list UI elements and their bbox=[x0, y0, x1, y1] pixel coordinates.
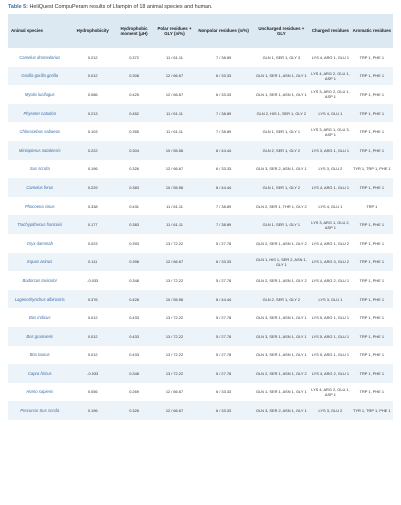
nonpolar-residues-cell: 7 / 38.89 bbox=[216, 110, 232, 116]
species-cell: Lagenorhynchus albirostris bbox=[14, 296, 65, 302]
hydrophobicity-cell: -0.033 bbox=[87, 370, 99, 376]
charged-residues-cell: LYS 4, ARG 2, GLU 1, ASP 1 bbox=[311, 70, 350, 81]
hydrophobic-moment-cell: 0.428 bbox=[129, 296, 139, 302]
column-header: Aromatic residues bbox=[352, 28, 391, 34]
polar-residues-cell: 11 / 61.11 bbox=[166, 110, 183, 116]
nonpolar-residues-cell: 5 / 27.78 bbox=[216, 277, 232, 283]
aromatic-residues-cell: TRP 1, PHE 1 bbox=[359, 370, 384, 376]
hydrophobic-moment-cell: 0.433 bbox=[129, 352, 139, 358]
column-header: Nonpolar residues (n/%) bbox=[198, 28, 249, 34]
hydrophobic-moment-cell: 0.383 bbox=[129, 184, 139, 190]
species-cell: Oryx dammah bbox=[26, 240, 53, 246]
uncharged-residues-cell: GLN 2, SER 1, ASN 1, GLY 2 bbox=[255, 370, 307, 376]
species-cell: Capra hircus bbox=[27, 370, 52, 376]
hydrophobic-moment-cell: 0.431 bbox=[129, 203, 139, 209]
column-header: Polar residues + GLY (n/%) bbox=[157, 25, 192, 36]
uncharged-residues-cell: GLN 1, HIS 1, SER 2, ASN 1, GLY 1 bbox=[255, 256, 307, 267]
table-row bbox=[8, 401, 393, 420]
lfampin-results-table bbox=[8, 14, 393, 420]
uncharged-residues-cell: GLN 3, SER 1, ASN 1, GLY 1 bbox=[255, 352, 307, 358]
species-cell: Phocoena sinus bbox=[24, 203, 55, 209]
uncharged-residues-cell: GLN 1, SER 1, GLY 1 bbox=[262, 129, 301, 135]
charged-residues-cell: LYS 4, ARG 2, GLU 1, ASP 1 bbox=[311, 386, 350, 397]
nonpolar-residues-cell: 7 / 38.89 bbox=[216, 222, 232, 228]
species-cell: Camelus dromedarius bbox=[19, 54, 61, 60]
column-header: Hydrophobic moment (μH) bbox=[120, 25, 148, 36]
polar-residues-cell: 13 / 72.22 bbox=[165, 333, 184, 339]
aromatic-residues-cell: TRP 1, PHE 1 bbox=[359, 110, 384, 116]
polar-residues-cell: 12 / 66.67 bbox=[165, 389, 184, 395]
charged-residues-cell: LYS 3, ARG 1, GLU 3, ASP 1 bbox=[311, 126, 350, 137]
charged-residues-cell: LYS 3, ARG 1, GLU 2, ASP 1 bbox=[311, 219, 350, 230]
charged-residues-cell: LYS 3, GLU 1 bbox=[318, 296, 343, 302]
species-cell: Gorilla gorilla gorilla bbox=[21, 73, 59, 79]
species-cell: Homo sapiens bbox=[26, 389, 54, 395]
hydrophobicity-cell: 0.222 bbox=[87, 147, 98, 153]
hydrophobicity-cell: 0.229 bbox=[87, 184, 98, 190]
hydrophobicity-cell: 0.012 bbox=[87, 333, 98, 339]
aromatic-residues-cell: TRP 1, PHE 1 bbox=[359, 91, 384, 97]
nonpolar-residues-cell: 5 / 27.78 bbox=[216, 315, 232, 321]
table-row bbox=[8, 178, 393, 197]
polar-residues-cell: 13 / 72.22 bbox=[165, 315, 184, 321]
hydrophobicity-cell: 0.086 bbox=[87, 91, 98, 97]
species-cell: Trachypithecus francoisi bbox=[17, 222, 63, 228]
charged-residues-cell: LYS 4, ARG 2, GLU 1 bbox=[311, 277, 350, 283]
aromatic-residues-cell: TRP 1, PHE 1 bbox=[359, 389, 384, 395]
hydrophobic-moment-cell: 0.348 bbox=[129, 370, 139, 376]
species-cell: Precursor Sus scrofa bbox=[20, 408, 60, 414]
nonpolar-residues-cell: 6 / 33.33 bbox=[216, 91, 232, 97]
polar-residues-cell: 10 / 55.56 bbox=[165, 296, 184, 302]
species-cell: Bos grunniens bbox=[26, 333, 54, 339]
hydrophobicity-cell: 0.023 bbox=[87, 240, 98, 246]
hydrophobic-moment-cell: 0.452 bbox=[129, 110, 139, 116]
charged-residues-cell: LYS 4, GLU 1 bbox=[318, 110, 343, 116]
aromatic-residues-cell: TRP 1, PHE 1 bbox=[359, 54, 384, 60]
table-caption-label: Table 5: bbox=[8, 4, 28, 10]
table-row bbox=[8, 48, 393, 67]
table-row bbox=[8, 290, 393, 309]
table-row bbox=[8, 327, 393, 346]
nonpolar-residues-cell: 6 / 33.33 bbox=[216, 389, 232, 395]
charged-residues-cell: LYS 3, ARG 1, GLU 1 bbox=[311, 147, 350, 153]
uncharged-residues-cell: GLN 2, SER 1, GLY 2 bbox=[262, 296, 301, 302]
uncharged-residues-cell: GLN 1, SER 1, ASN 1, GLY 1 bbox=[255, 91, 307, 97]
polar-residues-cell: 11 / 61.11 bbox=[166, 222, 183, 228]
nonpolar-residues-cell: 8 / 44.44 bbox=[216, 147, 232, 153]
uncharged-residues-cell: GLN 2, SER 1, ASN 1, GLY 2 bbox=[255, 277, 307, 283]
species-cell: Equus asinus bbox=[27, 259, 53, 265]
polar-residues-cell: 10 / 55.56 bbox=[165, 147, 184, 153]
nonpolar-residues-cell: 5 / 27.78 bbox=[216, 240, 232, 246]
table-row bbox=[8, 346, 393, 365]
charged-residues-cell: LYS 3, GLU 2 bbox=[318, 408, 343, 414]
species-cell: Bos indicus bbox=[29, 315, 51, 321]
uncharged-residues-cell: GLN 3, SER 2, ASN 1, GLY 1 bbox=[255, 408, 307, 414]
species-cell: Camelus ferus bbox=[26, 184, 54, 190]
nonpolar-residues-cell: 6 / 33.33 bbox=[216, 259, 232, 265]
column-header: Hydrophobicity bbox=[76, 28, 109, 34]
table-caption bbox=[8, 4, 393, 11]
nonpolar-residues-cell: 8 / 44.44 bbox=[216, 184, 232, 190]
hydrophobicity-cell: 0.338 bbox=[87, 203, 98, 209]
charged-residues-cell: LYS 5, ARG 1, GLU 1 bbox=[311, 315, 350, 321]
table-row bbox=[8, 197, 393, 216]
polar-residues-cell: 10 / 55.56 bbox=[165, 184, 184, 190]
aromatic-residues-cell: TRP 1, PHE 1 bbox=[359, 296, 384, 302]
aromatic-residues-cell: TRP 1, PHE 1 bbox=[359, 259, 384, 265]
hydrophobicity-cell: 0.177 bbox=[87, 222, 98, 228]
hydrophobic-moment-cell: 0.398 bbox=[129, 259, 139, 265]
column-header: Charged residues bbox=[311, 28, 349, 34]
nonpolar-residues-cell: 5 / 27.78 bbox=[216, 352, 232, 358]
polar-residues-cell: 11 / 61.11 bbox=[166, 129, 183, 135]
hydrophobic-moment-cell: 0.269 bbox=[129, 389, 139, 395]
hydrophobic-moment-cell: 0.372 bbox=[129, 54, 139, 60]
uncharged-residues-cell: GLN 3, SER 1, ASN 1, GLY 1 bbox=[255, 333, 307, 339]
hydrophobicity-cell: -0.033 bbox=[87, 277, 99, 283]
uncharged-residues-cell: GLN 2, SER 1, GLY 2 bbox=[262, 147, 301, 153]
nonpolar-residues-cell: 6 / 33.33 bbox=[216, 73, 232, 79]
nonpolar-residues-cell: 6 / 33.33 bbox=[216, 166, 232, 172]
polar-residues-cell: 13 / 72.22 bbox=[165, 352, 184, 358]
polar-residues-cell: 13 / 72.22 bbox=[165, 240, 184, 246]
table-row bbox=[8, 253, 393, 272]
species-cell: Chlorocebus sabaeus bbox=[19, 129, 61, 135]
nonpolar-residues-cell: 8 / 44.44 bbox=[216, 296, 232, 302]
hydrophobic-moment-cell: 0.425 bbox=[129, 91, 139, 97]
hydrophobic-moment-cell: 0.348 bbox=[129, 277, 139, 283]
aromatic-residues-cell: TRP 1, PHE 1 bbox=[359, 352, 384, 358]
table-row bbox=[8, 308, 393, 327]
nonpolar-residues-cell: 6 / 33.33 bbox=[216, 408, 232, 414]
nonpolar-residues-cell: 7 / 38.89 bbox=[216, 54, 232, 60]
table-row bbox=[8, 271, 393, 290]
uncharged-residues-cell: GLN 3, SER 1, ASN 1, GLY 1 bbox=[255, 315, 307, 321]
polar-residues-cell: 12 / 66.67 bbox=[165, 408, 184, 414]
aromatic-residues-cell: TRP 1, PHE 1 bbox=[359, 184, 384, 190]
column-header: Uncharged residues + GLY bbox=[258, 25, 305, 36]
uncharged-residues-cell: GLN 1, SER 1, ASN 1, GLY 1 bbox=[255, 73, 307, 79]
aromatic-residues-cell: TRP 1, PHE 1 bbox=[359, 277, 384, 283]
polar-residues-cell: 13 / 72.22 bbox=[165, 370, 184, 376]
hydrophobic-moment-cell: 0.326 bbox=[129, 408, 139, 414]
table-row bbox=[8, 234, 393, 253]
charged-residues-cell: LYS 4, ARG 1, GLU 1 bbox=[311, 54, 350, 60]
charged-residues-cell: LYS 3, GLU 2 bbox=[318, 166, 343, 172]
table-row bbox=[8, 215, 393, 234]
table-row bbox=[8, 364, 393, 383]
charged-residues-cell: LYS 5, ARG 1, GLU 1 bbox=[311, 333, 350, 339]
aromatic-residues-cell: TRP 1, PHE 1 bbox=[359, 240, 384, 246]
charged-residues-cell: LYS 4, ARG 1, GLU 1 bbox=[311, 184, 350, 190]
uncharged-residues-cell: GLN 1, SER 1, ASN 1, GLY 1 bbox=[255, 389, 307, 395]
hydrophobicity-cell: 0.012 bbox=[87, 73, 98, 79]
species-cell: Myotis lucifugus bbox=[24, 91, 55, 97]
polar-residues-cell: 12 / 66.67 bbox=[165, 259, 184, 265]
table-body bbox=[8, 48, 393, 420]
aromatic-residues-cell: TYR 1, TRP 1, PHE 1 bbox=[353, 166, 391, 172]
species-cell: Sus scrofa bbox=[29, 166, 50, 172]
aromatic-residues-cell: TRP 1, PHE 1 bbox=[359, 315, 384, 321]
hydrophobicity-cell: 0.012 bbox=[87, 315, 98, 321]
nonpolar-residues-cell: 7 / 38.89 bbox=[216, 203, 232, 209]
hydrophobicity-cell: 0.103 bbox=[87, 129, 98, 135]
table-row bbox=[8, 67, 393, 86]
hydrophobicity-cell: 0.056 bbox=[87, 389, 98, 395]
uncharged-residues-cell: GLN 2, HIS 1, SER 1, GLY 2 bbox=[256, 110, 307, 116]
charged-residues-cell: LYS 1, ARG 3, GLU 2 bbox=[311, 259, 350, 265]
uncharged-residues-cell: GLN 1, SER 1, GLY 1 bbox=[262, 222, 301, 228]
charged-residues-cell: LYS 4, GLU 1 bbox=[318, 203, 343, 209]
uncharged-residues-cell: GLN 1, SER 1, GLY 2 bbox=[262, 184, 301, 190]
polar-residues-cell: 11 / 61.11 bbox=[166, 54, 183, 60]
table-row bbox=[8, 141, 393, 160]
species-cell: Bos taurus bbox=[29, 352, 50, 358]
hydrophobic-moment-cell: 0.304 bbox=[129, 147, 139, 153]
aromatic-residues-cell: TRP 1, PHE 1 bbox=[359, 73, 384, 79]
hydrophobic-moment-cell: 0.433 bbox=[129, 315, 139, 321]
uncharged-residues-cell: GLN 2, SER 1, ASN 1, GLY 2 bbox=[255, 240, 307, 246]
column-header: Animal species bbox=[11, 28, 43, 34]
uncharged-residues-cell: GLN 2, SER 1, THR 1, GLY 2 bbox=[255, 203, 307, 209]
polar-residues-cell: 12 / 66.67 bbox=[165, 73, 184, 79]
hydrophobicity-cell: 0.111 bbox=[88, 259, 98, 265]
polar-residues-cell: 12 / 66.67 bbox=[165, 166, 184, 172]
aromatic-residues-cell: TYR 1, TRP 1, PHE 1 bbox=[353, 408, 391, 414]
hydrophobicity-cell: 0.376 bbox=[87, 296, 98, 302]
species-cell: Budorcas taxicolor bbox=[22, 277, 57, 283]
table-caption-text: HeliQuest CompuPeram results of Lfampin of 18 animal species and human. bbox=[27, 4, 213, 10]
charged-residues-cell: LYS 4, ARG 2, GLU 1 bbox=[311, 370, 350, 376]
charged-residues-cell: LYS 4, ARG 1, GLU 2 bbox=[311, 240, 350, 246]
hydrophobicity-cell: 0.196 bbox=[87, 166, 98, 172]
charged-residues-cell: LYS 3, ARG 2, GLU 1, ASP 1 bbox=[311, 89, 350, 100]
hydrophobicity-cell: 0.213 bbox=[87, 110, 98, 116]
polar-residues-cell: 13 / 72.22 bbox=[165, 277, 184, 283]
species-cell: Miniopterus natalensis bbox=[18, 147, 61, 153]
aromatic-residues-cell: TRP 1, PHE 1 bbox=[359, 129, 384, 135]
polar-residues-cell: 11 / 61.11 bbox=[166, 203, 183, 209]
table-row bbox=[8, 160, 393, 179]
aromatic-residues-cell: TRP 1, PHE 1 bbox=[359, 333, 384, 339]
nonpolar-residues-cell: 5 / 27.78 bbox=[216, 370, 232, 376]
charged-residues-cell: LYS 5, ARG 1, GLU 1 bbox=[311, 352, 350, 358]
polar-residues-cell: 12 / 66.67 bbox=[165, 91, 184, 97]
hydrophobic-moment-cell: 0.383 bbox=[129, 222, 139, 228]
table-row bbox=[8, 383, 393, 402]
table-row bbox=[8, 85, 393, 104]
hydrophobic-moment-cell: 0.393 bbox=[129, 240, 139, 246]
hydrophobic-moment-cell: 0.326 bbox=[129, 166, 139, 172]
hydrophobic-moment-cell: 0.433 bbox=[129, 333, 139, 339]
hydrophobic-moment-cell: 0.308 bbox=[129, 73, 139, 79]
hydrophobicity-cell: 0.196 bbox=[87, 408, 98, 414]
table-row bbox=[8, 122, 393, 141]
species-cell: Physeter catodon bbox=[23, 110, 57, 116]
hydrophobicity-cell: 0.012 bbox=[87, 352, 98, 358]
table-header bbox=[8, 14, 393, 48]
uncharged-residues-cell: GLN 1, SER 1, GLY 3 bbox=[262, 54, 301, 60]
aromatic-residues-cell: TRP 1, PHE 1 bbox=[359, 147, 384, 153]
nonpolar-residues-cell: 7 / 38.89 bbox=[216, 129, 232, 135]
aromatic-residues-cell: TRP 1, PHE 1 bbox=[359, 222, 384, 228]
hydrophobic-moment-cell: 0.355 bbox=[129, 129, 139, 135]
uncharged-residues-cell: GLN 3, SER 2, ASN 1, GLY 1 bbox=[255, 166, 307, 172]
aromatic-residues-cell: TRP 1 bbox=[366, 203, 378, 209]
nonpolar-residues-cell: 5 / 27.78 bbox=[216, 333, 232, 339]
table-row bbox=[8, 104, 393, 123]
hydrophobicity-cell: 0.212 bbox=[87, 54, 98, 60]
table-header-row bbox=[8, 14, 393, 48]
